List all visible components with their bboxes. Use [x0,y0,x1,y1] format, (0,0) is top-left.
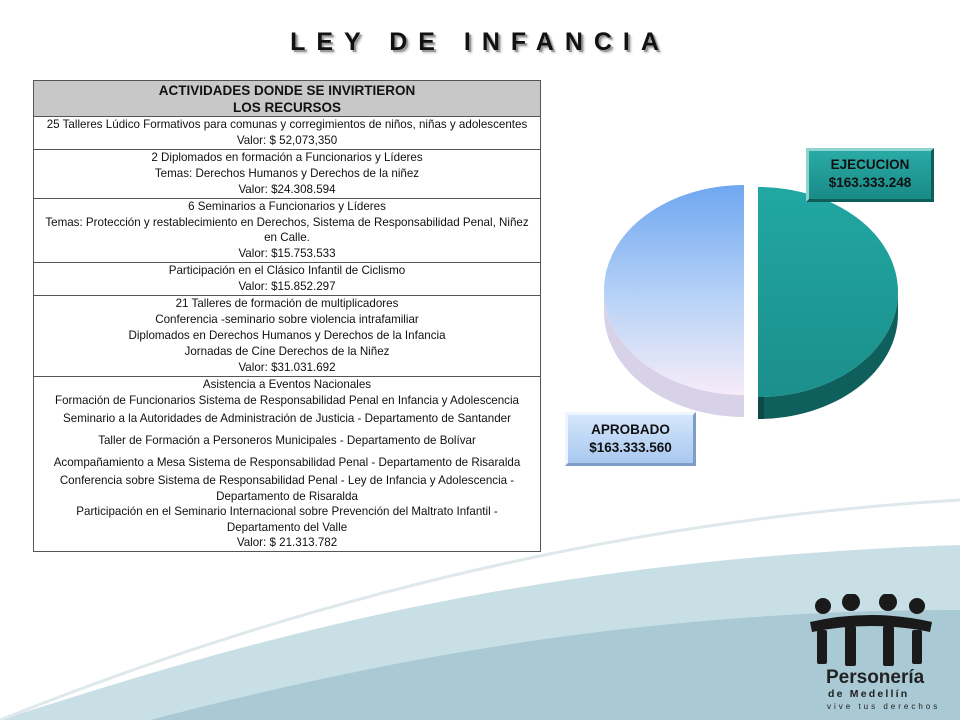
table-row [34,199,540,263]
table-header [34,81,540,117]
table-row-line: Seminario a la Autoridades de Administración de Justicia - Departamento de Santander [63,412,511,425]
table-row-line: 6 Seminarios a Funcionarios y Líderes [188,199,386,213]
table-row-line: Valor: $ 52,073,350 [236,133,338,147]
table-row-line: Acompañamiento a Mesa Sistema de Responsabilidad Penal - Departamento de Risaralda [53,455,521,469]
activities-table [33,80,541,552]
table-row [34,377,540,552]
table-row-line: Valor: $31.031.692 [238,360,336,374]
table-row-line: Formación de Funcionarios Sistema de Responsabilidad Penal en Infancia y Adolescencia [54,393,520,407]
table-row-line: Participación en el Seminario Internacional sobre Prevención del Maltrato Infantil - Departamento del Valle [76,505,498,534]
table-row [34,263,540,296]
table-row [34,150,540,199]
table-row-line: Jornadas de Cine Derechos de la Niñez [184,344,390,358]
table-row-line: Temas: Derechos Humanos y Derechos de la niñez [154,166,420,180]
table-header-line: ACTIVIDADES DONDE SE INVIRTIERON [158,83,416,98]
table-row-line: Conferencia -seminario sobre violencia intrafamiliar [155,312,419,326]
logo-name: Personería [826,667,925,688]
table-row [34,296,540,377]
table-row [34,117,540,150]
table-row-line: Valor: $15.753.533 [238,246,336,260]
ejecucion-label-value: $163.333.248 [828,175,912,190]
logo-sub: de Medellín [828,688,910,700]
table-row-line: Asistencia a Eventos Nacionales [202,377,372,391]
page-title: LEY DE INFANCIA [290,28,670,56]
table-row-line: 21 Talleres de formación de multiplicadores [175,296,399,310]
table-row-line: 2 Diplomados en formación a Funcionarios y Líderes [151,150,423,164]
aprobado-label [565,412,696,466]
ejecucion-label-title: EJECUCION [830,157,910,172]
table-row-line: Participación en el Clásico Infantil de Ciclismo [168,263,406,277]
aprobado-label-title: APROBADO [591,422,670,437]
table-row-line: Diplomados en Derechos Humanos y Derechos de la Infancia [128,328,446,342]
table-row-line: 25 Talleres Lúdico Formativos para comunas y corregimientos de niños, niñas y adolescentes [46,118,528,131]
table-row-line: Temas: Protección y restablecimiento en Derechos, Sistema de Responsabilidad Penal, Niñez en Calle. [45,215,529,244]
table-row-line: Valor: $ 21.313.782 [236,536,338,549]
table-row-line: Valor: $24.308.594 [238,182,336,196]
aprobado-label-value: $163.333.560 [589,440,672,455]
table-row-line: Valor: $15.852.297 [238,279,336,293]
table-row-line: Taller de Formación a Personeros Municipales - Departamento de Bolívar [98,433,476,447]
table-header-line: LOS RECURSOS [232,100,341,115]
logo-tagline: vive tus derechos [827,702,941,711]
ejecucion-label [806,148,934,202]
table-row-line: Conferencia sobre Sistema de Responsabilidad Penal - Ley de Infancia y Adolescencia - Departamento de Risaralda [59,474,515,503]
